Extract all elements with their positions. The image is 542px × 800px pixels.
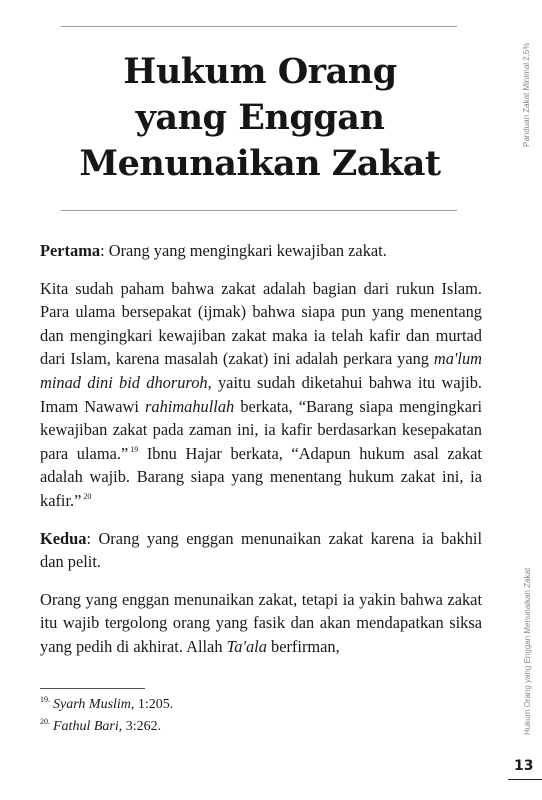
text-run: Orang yang enggan menunaikan zakat, tetapi ia yakin bahwa zakat itu wajib tergolong orang yang fasik dan akan mendapatkan siksa yang pedih di akhirat. Allah [40, 589, 482, 656]
footnotes [40, 694, 173, 738]
footnote-ref-20[interactable]: 20 [83, 492, 92, 502]
body-text [40, 239, 482, 673]
footnote-divider [40, 688, 145, 689]
page-number: 13 [514, 758, 534, 774]
title-line-3: Menunaikan Zakat [79, 143, 441, 184]
footnote-item [40, 694, 173, 716]
paragraph-kedua [40, 527, 482, 574]
page-number-rule [508, 779, 542, 780]
footnote-title: Fathul Bari [53, 719, 119, 734]
paragraph-pertama-explanation [40, 277, 482, 513]
italic-term: rahimahullah [145, 396, 235, 416]
title-bottom-rule [61, 210, 457, 211]
footnote-title: Syarh Muslim [53, 697, 131, 712]
text-run: berfirman, [266, 636, 340, 656]
chapter-title [0, 49, 520, 187]
italic-term: ma'lum minad dini bid dhoruroh, [40, 349, 482, 392]
text-run: yaitu sudah diketahui bahwa itu wajib. Imam Nawawi [40, 372, 483, 416]
text-run: Kita sudah paham bahwa zakat adalah bagian dari rukun Islam. Para ulama bersepakat (ijmak) bahwa siapa pun yang menentang dan mengingkari kewajiban zakat maka ia telah kafir dan murtad dari Islam, karena masalah (zakat) ini adalah perkara yang [40, 278, 482, 369]
italic-term: Ta'ala [226, 636, 267, 656]
footnote-ref-19[interactable]: 19 [130, 445, 139, 455]
text-run: berkata, “Barang siapa mengingkari kewajiban zakat pada zaman ini, ia kafir berdasarkan kesepakatan para ulama.” [40, 396, 482, 463]
footnote-ref: , 3:262. [118, 719, 162, 734]
paragraph-pertama [40, 239, 482, 263]
kedua-text: : Orang yang enggan menunaikan zakat karena ia bakhil dan pelit. [40, 528, 482, 572]
title-line-2: yang Enggan [135, 97, 385, 138]
running-header-chapter-title: Hukum Orang yang Enggan Menunaikan Zakat [523, 567, 532, 735]
text-run: Ibnu Hajar berkata, “Adapun hukum asal zakat adalah wajib. Barang siapa yang menentang hukum zakat ini, ia kafir.” [40, 443, 482, 510]
running-header-book-title: Panduan Zakat Minimal 2,5% [522, 42, 531, 147]
label-kedua: Kedua [40, 528, 87, 548]
footnote-item [40, 716, 173, 738]
paragraph-kedua-explanation [40, 588, 482, 659]
footnote-ref: , 1:205. [130, 697, 174, 712]
label-pertama: Pertama [40, 241, 101, 260]
title-top-rule [61, 26, 457, 27]
pertama-text: : Orang yang mengingkari kewajiban zakat. [100, 241, 387, 260]
footnote-number: 19. [40, 695, 50, 705]
title-line-1: Hukum Orang [123, 51, 397, 92]
footnote-number: 20. [40, 717, 50, 727]
